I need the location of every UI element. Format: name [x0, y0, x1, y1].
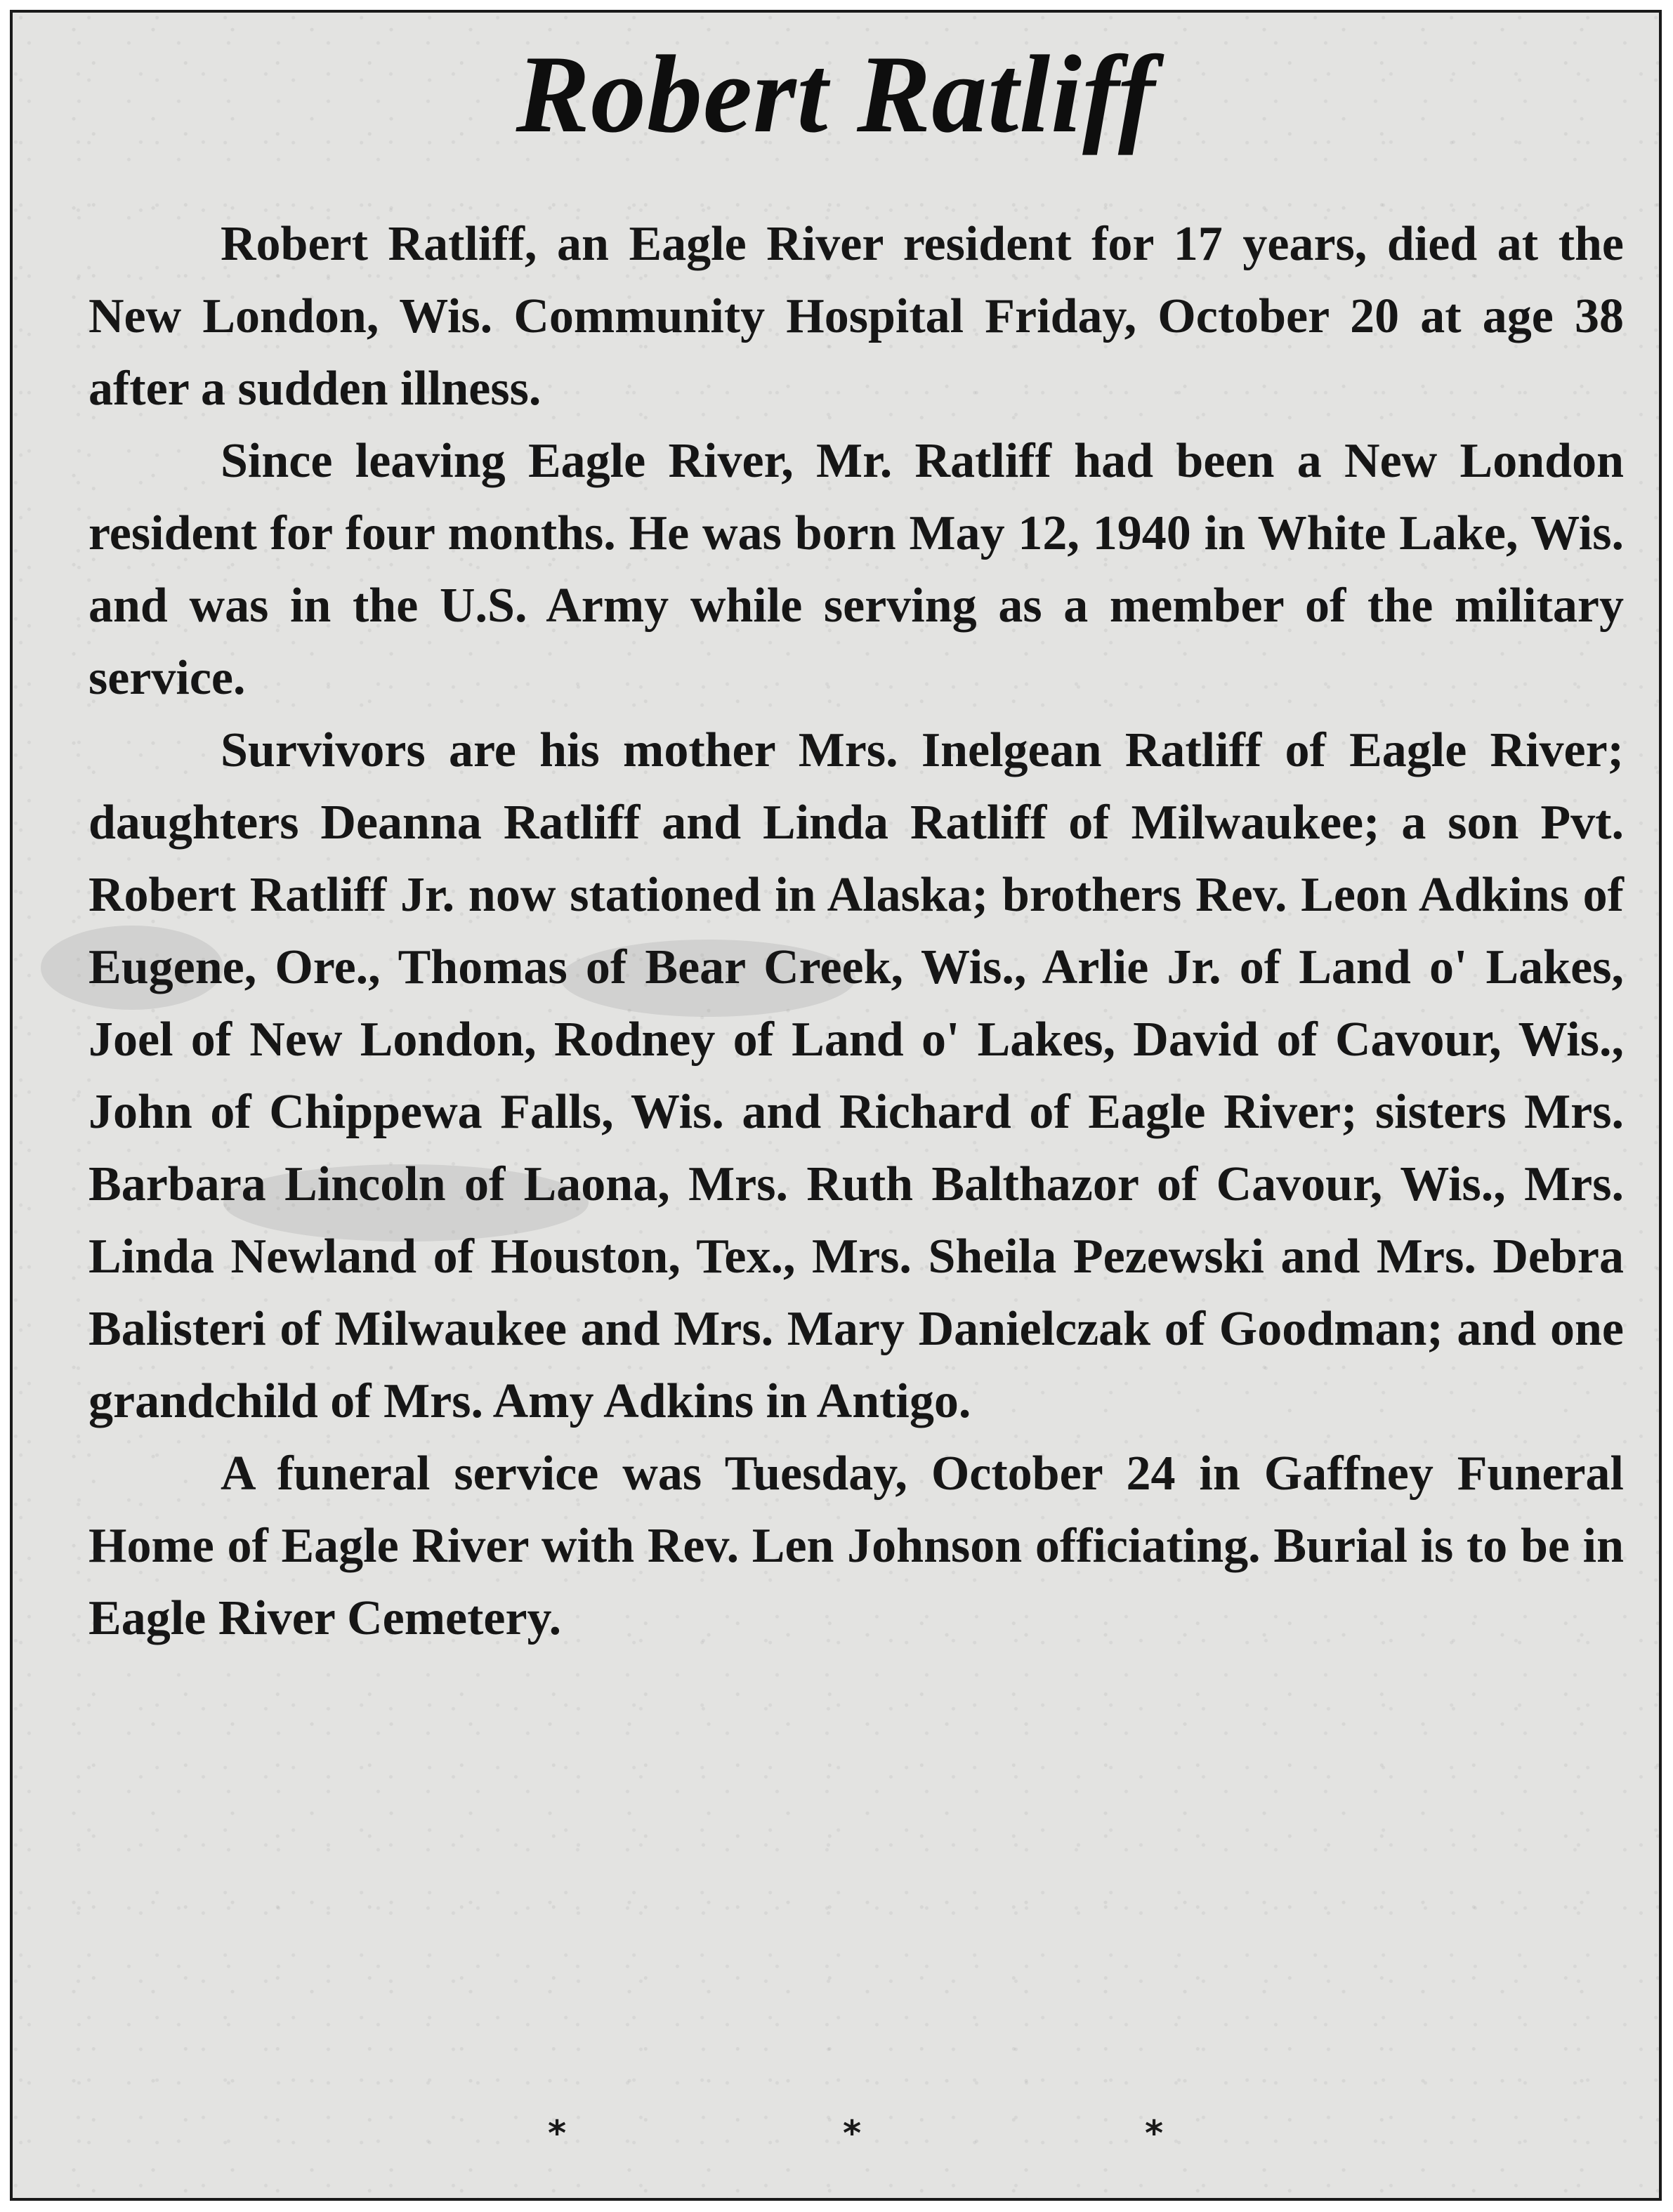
paragraph-biography: Since leaving Eagle River, Mr. Ratliff had been a New London resident for four months. He was born May 12, 1940 in White Lake, Wis. and was in the U.S. Army while serving as a member of the military service.	[88, 434, 1624, 705]
ornament-star: *	[1145, 2113, 1164, 2154]
paragraph-death-notice: Robert Ratliff, an Eagle River resident for 17 years, died at the New London, Wis. Community Hospital Friday, October 20 at age 38 after a sudden illness.	[88, 217, 1624, 416]
obituary-title: Robert Ratliff	[516, 33, 1156, 156]
ornament-star: *	[843, 2113, 862, 2154]
obituary-body	[88, 208, 1624, 1654]
closing-ornaments	[13, 2112, 1659, 2183]
newspaper-clipping	[10, 10, 1662, 2201]
paragraph-survivors: Survivors are his mother Mrs. Inelgean Ratliff of Eagle River; daughters Deanna Ratliff and Linda Ratliff of Milwaukee; a son Pvt. Robert Ratliff Jr. now stationed in Alaska; brothers Rev. Leon Adkins of Eugene, Ore., Thomas of Bear Creek, Wis., Arlie Jr. of Land o' Lakes, Joel of New London, Rodney of Land o' Lakes, David of Cavour, Wis., John of Chippewa Falls, Wis. and Richard of Eagle River; sisters Mrs. Barbara Lincoln of Laona, Mrs. Ruth Balthazor of Cavour, Wis., Mrs. Linda Newland of Houston, Tex., Mrs. Sheila Pezewski and Mrs. Debra Balisteri of Milwaukee and Mrs. Mary Danielczak of Goodman; and one grandchild of Mrs. Amy Adkins in Antigo.	[88, 723, 1624, 1428]
paragraph-funeral-service: A funeral service was Tuesday, October 24 in Gaffney Funeral Home of Eagle River with Rev. Len Johnson officiating. Burial is to be in Eagle River Cemetery.	[88, 1447, 1624, 1645]
ornament-star: *	[548, 2113, 567, 2154]
